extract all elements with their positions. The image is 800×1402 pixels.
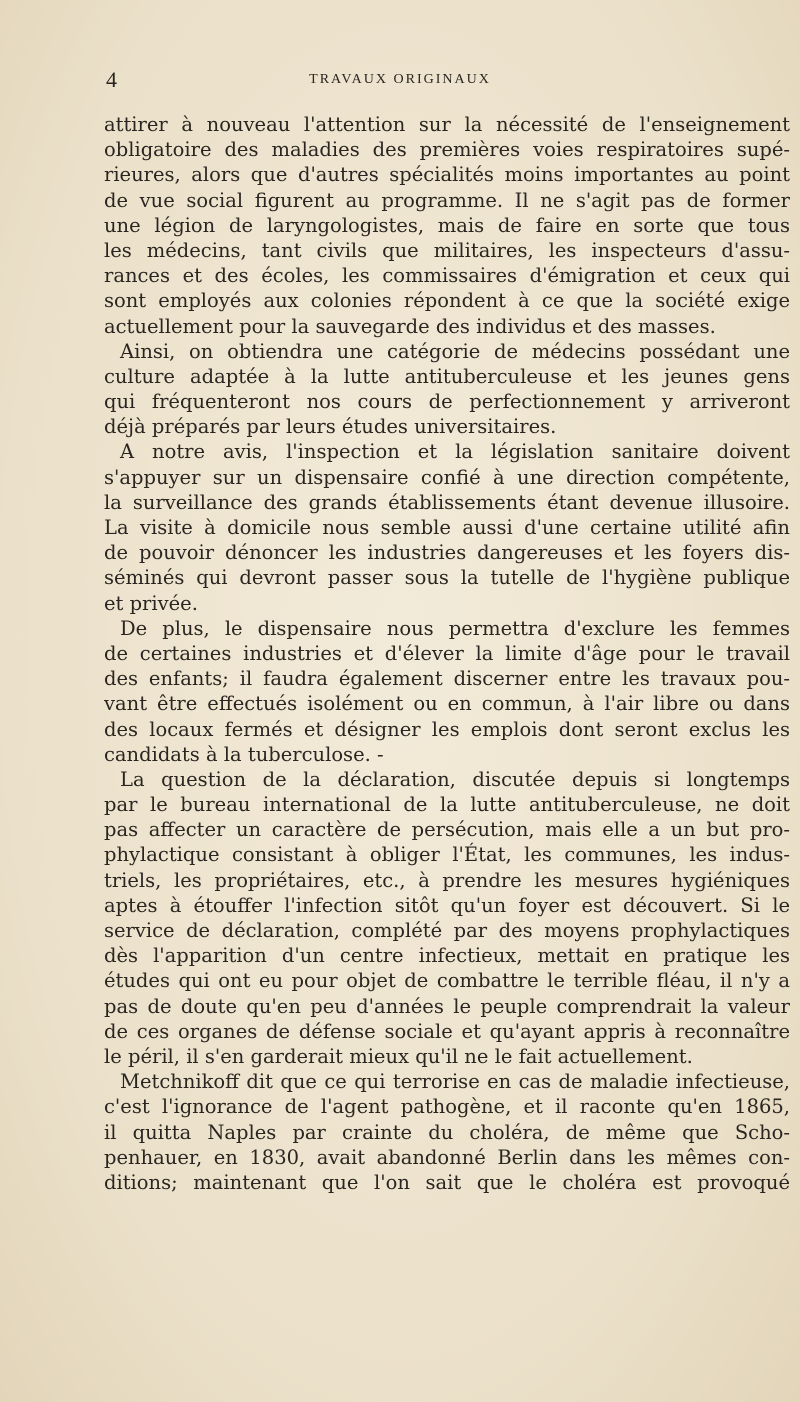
text-line: rances et des écoles, les commissaires d'émigration et ceux qui xyxy=(104,264,790,288)
text-line: il quitta Naples par crainte du choléra, de même que Scho- xyxy=(104,1120,790,1144)
text-line: des enfants; il faudra également discerner entre les travaux pou- xyxy=(104,667,790,691)
text-line: Metchnikoff dit que ce qui terrorise en cas de maladie infectieuse, xyxy=(120,1070,790,1094)
text-line: déjà préparés par leurs études universitaires. xyxy=(104,415,557,439)
text-line: séminés qui devront passer sous la tutelle de l'hygiène publique xyxy=(104,566,790,590)
text-line: De plus, le dispensaire nous permettra d'exclure les femmes xyxy=(120,616,790,640)
text-line: La visite à domicile nous semble aussi d'une certaine utilité afin xyxy=(104,516,790,539)
text-line: qui fréquenteront nos cours de perfectionnement y arriveront xyxy=(104,390,790,414)
text-line: le péril, il s'en garderait mieux qu'il ne le fait actuellement. xyxy=(104,1044,693,1068)
page-number: 4 xyxy=(106,67,117,92)
text-line: c'est l'ignorance de l'agent pathogène, et il raconte qu'en 1865, xyxy=(104,1095,790,1119)
text-line: La question de la déclaration, discutée depuis si longtemps xyxy=(120,767,790,791)
text-line: dès l'apparition d'un centre infectieux, mettait en pratique les xyxy=(104,944,790,968)
text-line: les médecins, tant civils que militaires, les inspecteurs d'assu- xyxy=(104,238,790,262)
text-line: phylactique consistant à obliger l'État, les communes, les indus- xyxy=(104,843,790,867)
text-line: vant être effectués isolément ou en commun, à l'air libre ou dans xyxy=(104,692,790,716)
text-line: de vue social figurent au programme. Il ne s'agit pas de former xyxy=(104,188,790,212)
text-line: A notre avis, l'inspection et la législation sanitaire doivent xyxy=(120,440,790,464)
text-line: des locaux fermés et désigner les emplois dont seront exclus les xyxy=(104,717,790,741)
text-line: actuellement pour la sauvegarde des individus et des masses. xyxy=(104,314,716,338)
text-line: triels, les propriétaires, etc., à prendre les mesures hygiéniques xyxy=(104,868,790,892)
text-line: candidats à la tuberculose. - xyxy=(104,742,384,766)
text-line: pas de doute qu'en peu d'années le peuple comprendrait la valeur xyxy=(104,994,790,1018)
body-text xyxy=(104,112,790,1195)
text-line: de ces organes de défense sociale et qu'ayant appris à reconnaître xyxy=(104,1019,790,1043)
text-line: obligatoire des maladies des premières voies respiratoires supé- xyxy=(104,138,790,162)
text-line: s'appuyer sur un dispensaire confié à une direction compétente, xyxy=(104,465,790,489)
text-line: études qui ont eu pour objet de combattre le terrible fléau, il n'y a xyxy=(104,969,790,993)
text-line: aptes à étouffer l'infection sitôt qu'un foyer est découvert. Si le xyxy=(104,893,790,917)
text-line: Ainsi, on obtiendra une catégorie de médecins possédant une xyxy=(120,339,790,363)
text-line: penhauer, en 1830, avait abandonné Berlin dans les mêmes con- xyxy=(104,1145,790,1169)
text-line: par le bureau international de la lutte antituberculeuse, ne doit xyxy=(104,793,790,817)
text-line: une légion de laryngologistes, mais de faire en sorte que tous xyxy=(104,213,790,237)
text-line: attirer à nouveau l'attention sur la nécessité de l'enseignement xyxy=(104,113,790,136)
text-line: service de déclaration, complété par des moyens prophylactiques xyxy=(104,919,790,942)
text-line: la surveillance des grands établissements étant devenue illusoire. xyxy=(104,490,790,514)
page-header xyxy=(0,68,800,92)
text-line: rieures, alors que d'autres spécialités moins importantes au point xyxy=(104,163,790,187)
text-line: ditions; maintenant que l'on sait que le choléra est provoqué xyxy=(104,1170,790,1194)
text-line: pas affecter un caractère de persécution, mais elle a un but pro- xyxy=(104,818,790,842)
text-line: culture adaptée à la lutte antituberculeuse et les jeunes gens xyxy=(104,364,790,388)
running-head: TRAVAUX ORIGINAUX xyxy=(309,72,491,87)
text-line: et privée. xyxy=(104,591,198,615)
text-line: sont employés aux colonies répondent à ce que la société exige xyxy=(104,289,790,313)
text-line: de certaines industries et d'élever la limite d'âge pour le travail xyxy=(104,641,790,665)
text-line: de pouvoir dénoncer les industries dangereuses et les foyers dis- xyxy=(104,541,790,565)
